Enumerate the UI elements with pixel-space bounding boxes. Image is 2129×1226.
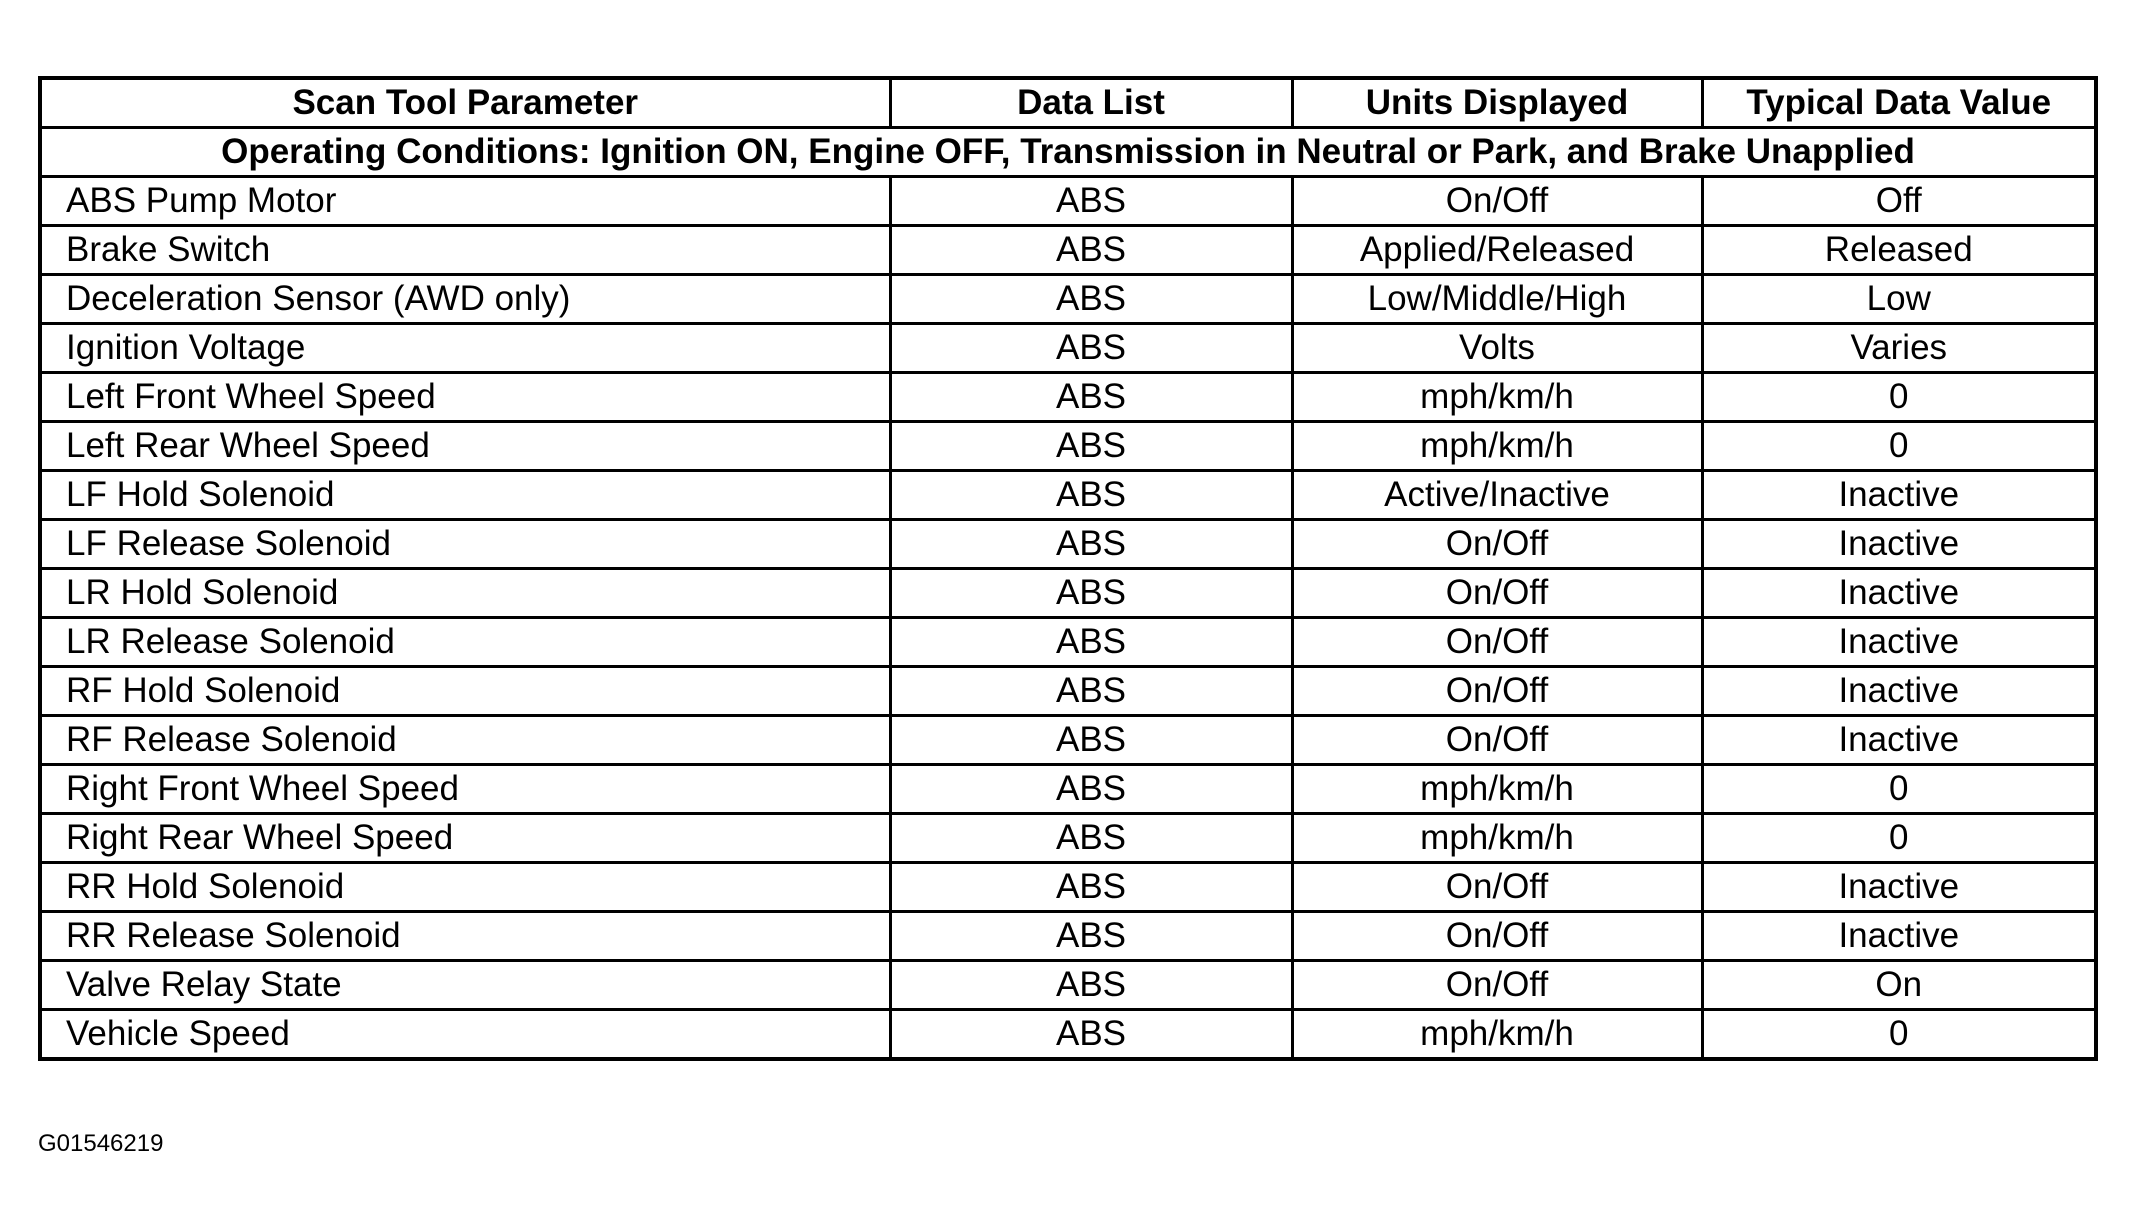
- data-list-cell: ABS: [890, 373, 1292, 422]
- parameter-cell: RF Release Solenoid: [40, 716, 890, 765]
- table-row: [40, 961, 2096, 1010]
- typical-value-cell: Inactive: [1702, 863, 2096, 912]
- data-list-cell: ABS: [890, 765, 1292, 814]
- units-cell: Low/Middle/High: [1292, 275, 1702, 324]
- operating-conditions-row: [40, 128, 2096, 177]
- table-row: [40, 912, 2096, 961]
- typical-value-cell: Inactive: [1702, 716, 2096, 765]
- table-header-row: [40, 78, 2096, 128]
- units-cell: mph/km/h: [1292, 1010, 1702, 1060]
- parameter-cell: Ignition Voltage: [40, 324, 890, 373]
- typical-value-cell: 0: [1702, 1010, 2096, 1060]
- table-row: [40, 716, 2096, 765]
- column-header-scan-tool-parameter: Scan Tool Parameter: [40, 78, 890, 128]
- column-header-units-displayed: Units Displayed: [1292, 78, 1702, 128]
- typical-value-cell: On: [1702, 961, 2096, 1010]
- parameter-cell: Brake Switch: [40, 226, 890, 275]
- table-row: [40, 177, 2096, 226]
- data-list-cell: ABS: [890, 520, 1292, 569]
- parameter-cell: LR Release Solenoid: [40, 618, 890, 667]
- units-cell: On/Off: [1292, 177, 1702, 226]
- units-cell: Active/Inactive: [1292, 471, 1702, 520]
- parameter-cell: RF Hold Solenoid: [40, 667, 890, 716]
- parameter-cell: Vehicle Speed: [40, 1010, 890, 1060]
- data-list-cell: ABS: [890, 226, 1292, 275]
- data-list-cell: ABS: [890, 912, 1292, 961]
- table-row: [40, 275, 2096, 324]
- parameter-cell: LF Release Solenoid: [40, 520, 890, 569]
- units-cell: mph/km/h: [1292, 422, 1702, 471]
- parameter-cell: Left Front Wheel Speed: [40, 373, 890, 422]
- figure-id: G01546219: [38, 1130, 164, 1157]
- parameter-cell: ABS Pump Motor: [40, 177, 890, 226]
- column-header-typical-data-value: Typical Data Value: [1702, 78, 2096, 128]
- table-row: [40, 814, 2096, 863]
- parameter-cell: LR Hold Solenoid: [40, 569, 890, 618]
- typical-value-cell: Inactive: [1702, 912, 2096, 961]
- data-list-cell: ABS: [890, 177, 1292, 226]
- typical-value-cell: 0: [1702, 373, 2096, 422]
- data-list-cell: ABS: [890, 667, 1292, 716]
- data-list-cell: ABS: [890, 275, 1292, 324]
- table-row: [40, 471, 2096, 520]
- units-cell: On/Off: [1292, 961, 1702, 1010]
- typical-value-cell: Off: [1702, 177, 2096, 226]
- table-row: [40, 520, 2096, 569]
- parameter-cell: Valve Relay State: [40, 961, 890, 1010]
- table-row: [40, 422, 2096, 471]
- data-list-cell: ABS: [890, 471, 1292, 520]
- units-cell: On/Off: [1292, 618, 1702, 667]
- scan-tool-data-table: [38, 76, 2098, 1061]
- parameter-cell: Left Rear Wheel Speed: [40, 422, 890, 471]
- data-list-cell: ABS: [890, 863, 1292, 912]
- data-list-cell: ABS: [890, 1010, 1292, 1060]
- units-cell: mph/km/h: [1292, 373, 1702, 422]
- operating-conditions: Operating Conditions: Ignition ON, Engine OFF, Transmission in Neutral or Park, and Brake Unapplied: [40, 128, 2096, 177]
- units-cell: On/Off: [1292, 520, 1702, 569]
- parameter-cell: LF Hold Solenoid: [40, 471, 890, 520]
- typical-value-cell: 0: [1702, 422, 2096, 471]
- table-row: [40, 1010, 2096, 1060]
- data-list-cell: ABS: [890, 618, 1292, 667]
- units-cell: Applied/Released: [1292, 226, 1702, 275]
- units-cell: mph/km/h: [1292, 814, 1702, 863]
- typical-value-cell: 0: [1702, 814, 2096, 863]
- typical-value-cell: Low: [1702, 275, 2096, 324]
- data-list-cell: ABS: [890, 422, 1292, 471]
- data-list-cell: ABS: [890, 814, 1292, 863]
- data-list-cell: ABS: [890, 961, 1292, 1010]
- typical-value-cell: Released: [1702, 226, 2096, 275]
- column-header-data-list: Data List: [890, 78, 1292, 128]
- parameter-cell: Right Rear Wheel Speed: [40, 814, 890, 863]
- units-cell: mph/km/h: [1292, 765, 1702, 814]
- typical-value-cell: Inactive: [1702, 471, 2096, 520]
- units-cell: On/Off: [1292, 912, 1702, 961]
- data-list-cell: ABS: [890, 324, 1292, 373]
- parameter-cell: RR Hold Solenoid: [40, 863, 890, 912]
- table-row: [40, 863, 2096, 912]
- table-row: [40, 226, 2096, 275]
- typical-value-cell: Varies: [1702, 324, 2096, 373]
- units-cell: Volts: [1292, 324, 1702, 373]
- units-cell: On/Off: [1292, 667, 1702, 716]
- typical-value-cell: Inactive: [1702, 569, 2096, 618]
- table-row: [40, 765, 2096, 814]
- data-list-cell: ABS: [890, 569, 1292, 618]
- table-row: [40, 324, 2096, 373]
- table-row: [40, 667, 2096, 716]
- data-list-cell: ABS: [890, 716, 1292, 765]
- parameter-cell: Right Front Wheel Speed: [40, 765, 890, 814]
- units-cell: On/Off: [1292, 863, 1702, 912]
- parameter-cell: RR Release Solenoid: [40, 912, 890, 961]
- units-cell: On/Off: [1292, 569, 1702, 618]
- typical-value-cell: Inactive: [1702, 520, 2096, 569]
- table-row: [40, 569, 2096, 618]
- table-row: [40, 618, 2096, 667]
- table-row: [40, 373, 2096, 422]
- typical-value-cell: Inactive: [1702, 667, 2096, 716]
- typical-value-cell: Inactive: [1702, 618, 2096, 667]
- typical-value-cell: 0: [1702, 765, 2096, 814]
- parameter-cell: Deceleration Sensor (AWD only): [40, 275, 890, 324]
- units-cell: On/Off: [1292, 716, 1702, 765]
